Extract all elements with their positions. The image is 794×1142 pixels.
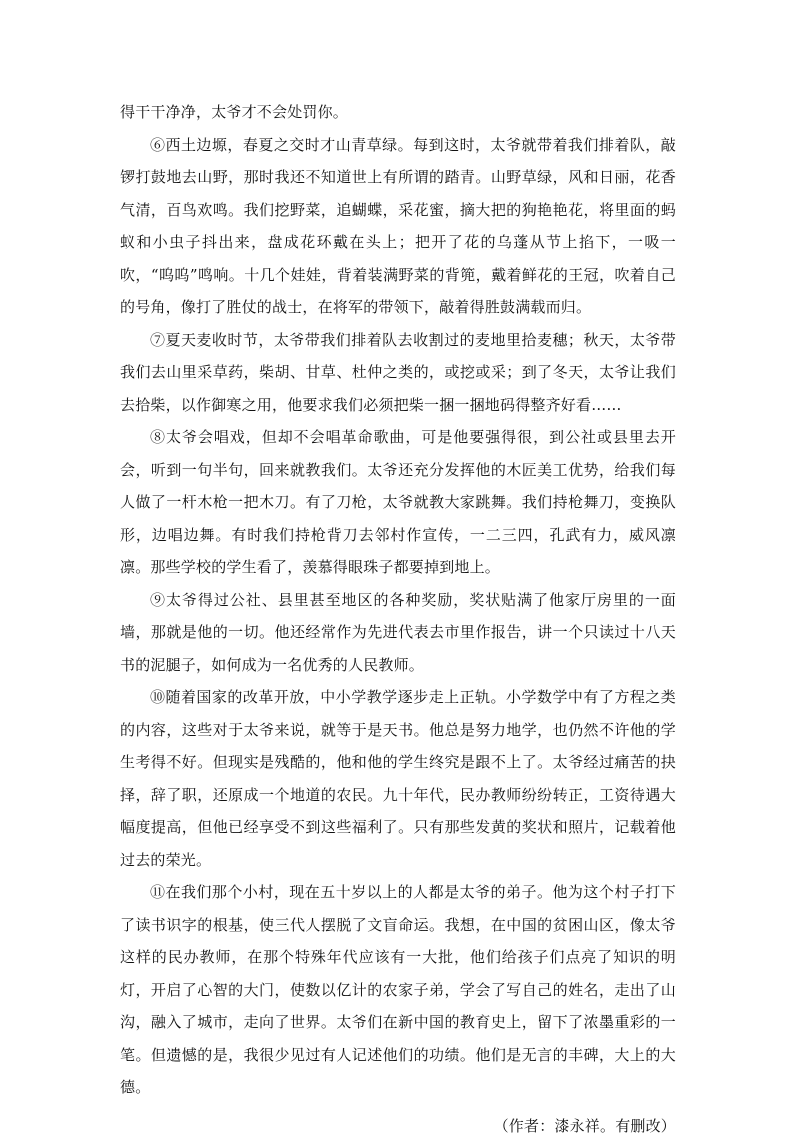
paragraph-10: ⑩随着国家的改革开放，中小学教学逐步走上正轨。小学数学中有了方程之类的内容，这些对于太爷来说，就等于是天书。他总是努力地学，也仍然不许他的学生考得不好。但现实是残酷的，他和他的学生终究是跟不上了。太爷经过痛苦的抉择，辞了职，还原成一个地道的农民。九十年代，民办教师纷纷转正，工资待遇大幅度提高，但他已经享受不到这些福利了。只有那些发黄的奖状和照片，记载着他过去的荣光。 [120, 681, 676, 876]
author-credit: （作者：漆永祥。有删改） [120, 1110, 676, 1142]
paragraph-9: ⑨太爷得过公社、县里甚至地区的各种奖励，奖状贴满了他家厅房里的一面墙，那就是他的一切。他还经常作为先进代表去市里作报告，讲一个只读过十八天书的泥腿子，如何成为一名优秀的人民教师。 [120, 584, 676, 682]
paragraph-7: ⑦夏天麦收时节，太爷带我们排着队去收割过的麦地里拾麦穗；秋天，太爷带我们去山里采草药，柴胡、甘草、杜仲之类的，或挖或采；到了冬天，太爷让我们去拾柴，以作御寒之用，他要求我们必须把柴一捆一捆地码得整齐好看…… [120, 324, 676, 422]
paragraph-8: ⑧太爷会唱戏，但却不会唱革命歌曲，可是他要强得很，到公社或县里去开会，听到一句半句，回来就教我们。太爷还充分发挥他的木匠美工优势，给我们每人做了一杆木枪一把木刀。有了刀枪，太爷就教大家跳舞。我们持枪舞刀，变换队形，边唱边舞。有时我们持枪背刀去邻村作宣传，一二三四，孔武有力，威风凛凛。那些学校的学生看了，羡慕得眼珠子都要掉到地上。 [120, 421, 676, 584]
document-page [120, 96, 676, 1142]
paragraph-11: ⑪在我们那个小村，现在五十岁以上的人都是太爷的弟子。他为这个村子打下了读书识字的根基，使三代人摆脱了文盲命运。我想，在中国的贫困山区，像太爷这样的民办教师，在那个特殊年代应该有一大批，他们给孩子们点亮了知识的明灯，开启了心智的大门，使数以亿计的农家子弟，学会了写自己的姓名，走出了山沟，融入了城市，走向了世界。太爷们在新中国的教育史上，留下了浓墨重彩的一笔。但遗憾的是，我很少见过有人记述他们的功绩。他们是无言的丰碑，大上的大德。 [120, 876, 676, 1104]
paragraph-continuation: 得干干净净，太爷才不会处罚你。 [120, 96, 676, 129]
paragraph-6: ⑥西土边塬，春夏之交时才山青草绿。每到这时，太爷就带着我们排着队，敲锣打鼓地去山野，那时我还不知道世上有所谓的踏青。山野草绿，风和日丽，花香气清，百鸟欢鸣。我们挖野菜，追蝴蝶，采花蜜，摘大把的狗艳艳花，将里面的蚂蚁和小虫子抖出来，盘成花环戴在头上；把开了花的乌蓬从节上掐下，一吸一吹，“呜呜”鸣响。十几个娃娃，背着装满野菜的背篼，戴着鲜花的王冠，吹着自己的号角，像打了胜仗的战士，在将军的带领下，敲着得胜鼓满载而归。 [120, 129, 676, 324]
